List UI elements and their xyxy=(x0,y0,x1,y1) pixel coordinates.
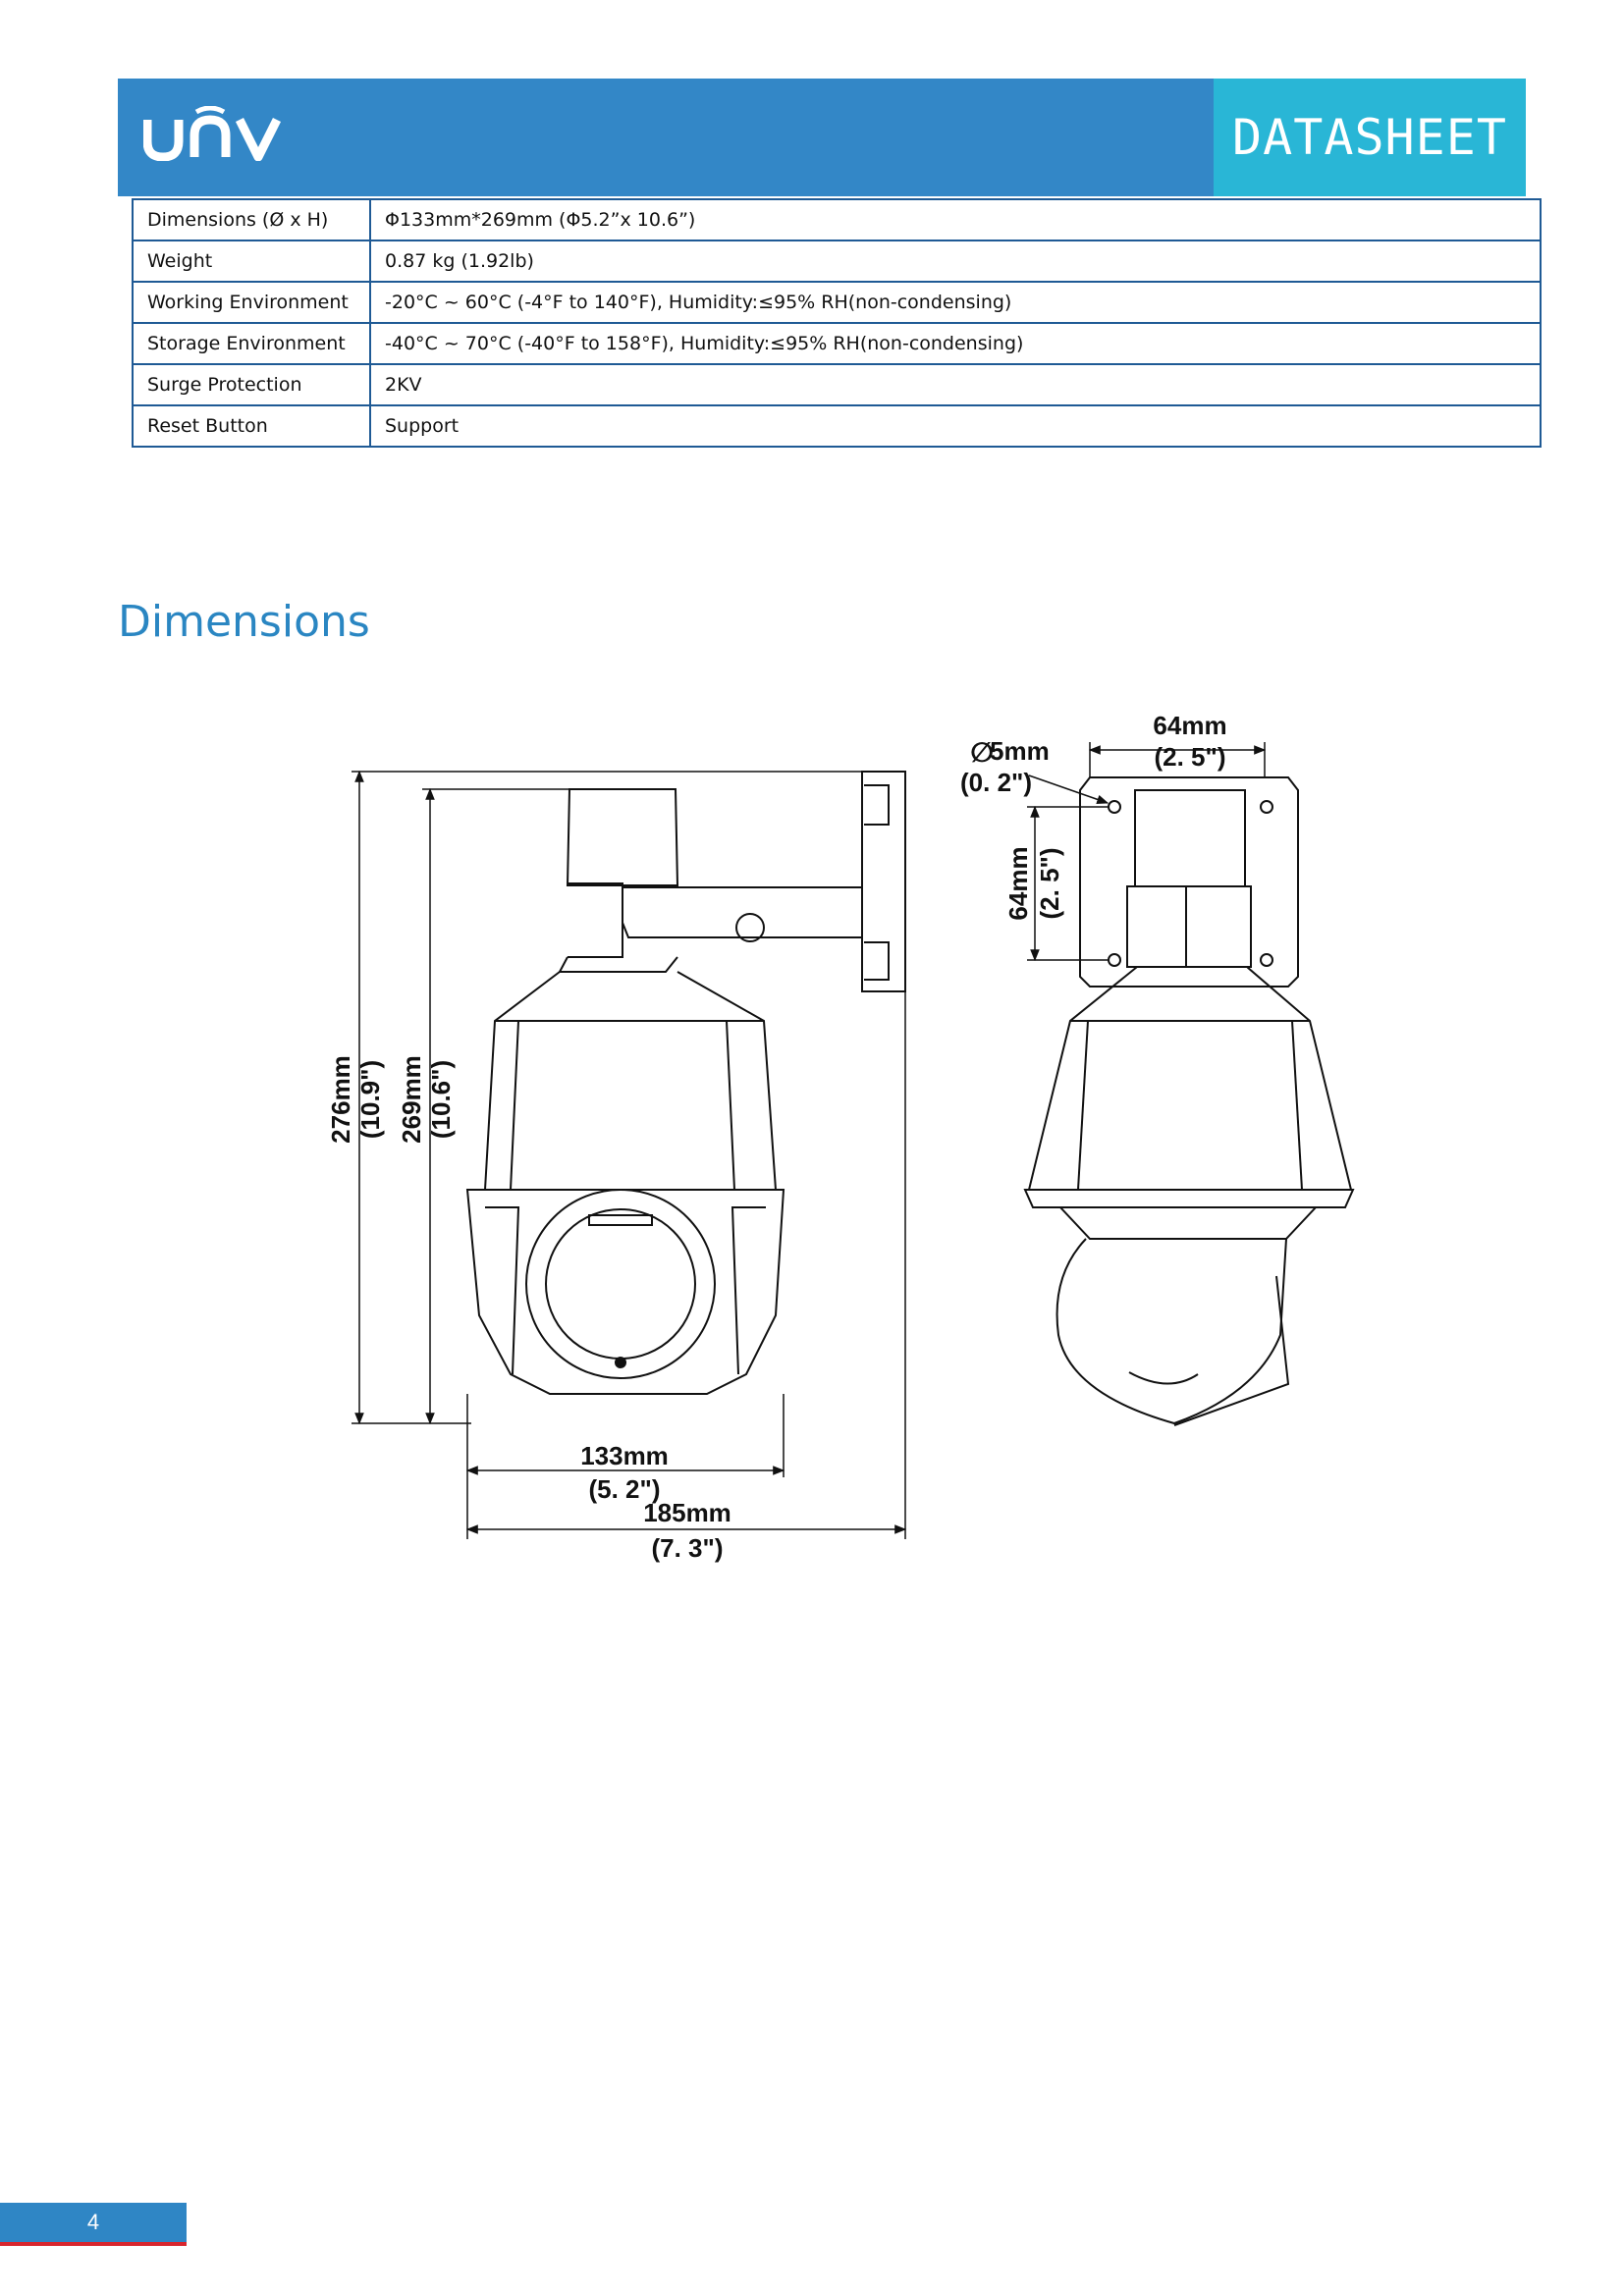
spec-value: Φ133mm*269mm (Φ5.2”x 10.6”) xyxy=(370,199,1541,240)
page-number: 4 xyxy=(0,2203,187,2242)
spec-value: -40°C ~ 70°C (-40°F to 158°F), Humidity:≤95% RH(non-condensing) xyxy=(370,323,1541,364)
spec-key: Weight xyxy=(133,240,370,282)
spec-key: Reset Button xyxy=(133,405,370,447)
footer-accent-line xyxy=(0,2242,187,2246)
spec-value: 2KV xyxy=(370,364,1541,405)
plate-width-in: (2. 5") xyxy=(1154,742,1226,772)
hole-in: (0. 2") xyxy=(960,768,1033,797)
spec-key: Dimensions (Ø x H) xyxy=(133,199,370,240)
depth-in: (7. 3") xyxy=(651,1533,724,1563)
spec-value: Support xyxy=(370,405,1541,447)
datasheet-label: DATASHEET xyxy=(1214,79,1526,196)
overall-height-in: (10.9") xyxy=(355,1059,385,1140)
depth-mm: 185mm xyxy=(643,1498,731,1527)
diameter-symbol: ∅ xyxy=(970,737,994,768)
body-height-mm: 269mm xyxy=(397,1055,426,1144)
hole-mm: 5mm xyxy=(990,736,1050,766)
front-view xyxy=(467,772,905,1394)
body-height-in: (10.6") xyxy=(426,1059,456,1140)
side-view xyxy=(1025,777,1353,1425)
diameter-in: (5. 2") xyxy=(588,1474,661,1504)
overall-height-mm: 276mm xyxy=(326,1055,355,1144)
plate-width-mm: 64mm xyxy=(1153,711,1227,740)
spec-value: 0.87 kg (1.92lb) xyxy=(370,240,1541,282)
section-title: Dimensions xyxy=(118,597,370,647)
spec-key: Surge Protection xyxy=(133,364,370,405)
plate-height-in: (2. 5") xyxy=(1035,847,1064,920)
spec-key: Storage Environment xyxy=(133,323,370,364)
spec-value: -20°C ~ 60°C (-4°F to 140°F), Humidity:≤95% RH(non-condensing) xyxy=(370,282,1541,323)
plate-height-mm: 64mm xyxy=(1003,846,1033,921)
diameter-mm: 133mm xyxy=(580,1441,669,1470)
spec-key: Working Environment xyxy=(133,282,370,323)
